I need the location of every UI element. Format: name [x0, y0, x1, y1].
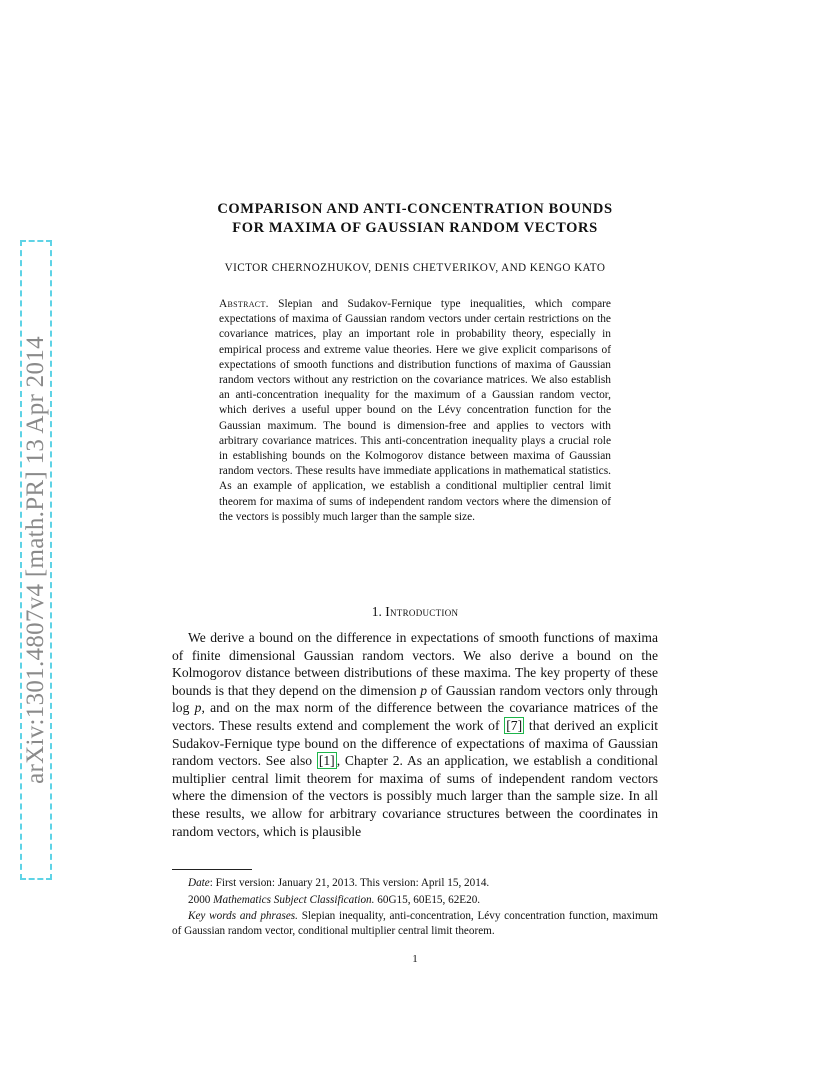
- abstract: [219, 297, 611, 525]
- footnote-rule: [172, 869, 252, 870]
- intro-text-4: that derived an explicit Sudakov-Fernique type bound on the difference of expectations of maxima of Gaussian random vectors. See also: [172, 717, 658, 769]
- intro-variable-p: p: [420, 682, 428, 698]
- intro-text-2: of Gaussian random vectors only through log: [172, 682, 658, 716]
- footnote-date-label: Date: [188, 877, 210, 889]
- arxiv-identifier-stamp: [20, 240, 52, 880]
- footnote-date-text: : First version: January 21, 2013. This version: April 15, 2014.: [209, 877, 490, 889]
- footnote-keywords: [172, 909, 658, 938]
- abstract-label: Abstract.: [219, 298, 269, 310]
- footnote-msc: [172, 893, 658, 908]
- arxiv-identifier-text: arXiv:1301.4807v4 [math.PR] 13 Apr 2014: [22, 336, 50, 784]
- footnote-date: [172, 876, 658, 891]
- author-list: VICTOR CHERNOZHUKOV, DENIS CHETVERIKOV, AND KENGO KATO: [224, 262, 606, 274]
- citation-link-1[interactable]: [1]: [318, 753, 335, 769]
- page-number: 1: [412, 953, 418, 965]
- footnotes: [172, 876, 658, 940]
- section-number: 1.: [371, 604, 382, 619]
- paper-title: [172, 200, 658, 238]
- footnote-msc-text: 60G15, 60E15, 62E20.: [374, 893, 481, 906]
- section-heading: [172, 604, 658, 620]
- abstract-text: Slepian and Sudakov-Fernique type inequalities, which compare expectations of maxima of Gaussian random vectors under certain restrictions on the covariance matrices, play an important role in probability theory, especially in empirical process and extreme value theories. Here we give explicit comparisons of expectations of smooth functions and distribution functions of maxima of Gaussian random vectors without any restriction on the covariance matrices. We also establish an anti-concentration inequality for the maximum of a Gaussian random vector, which derives a useful upper bound on the Lévy concentration function for the Gaussian maximum. The bound is dimension-free and applies to vectors with arbitrary covariance matrices. This anti-concentration inequality plays a crucial role in establishing bounds on the Kolmogorov distance between maxima of Gaussian random vectors. These results have immediate applications in mathematical statistics. As an example of application, we establish a conditional multiplier central limit theorem for maxima of sums of independent random vectors where the dimension of the vectors is possibly much larger than the sample size.: [219, 298, 611, 523]
- footnote-msc-year: 2000: [188, 893, 211, 906]
- section-title: Introduction: [385, 604, 459, 619]
- paper-title-line-1: COMPARISON AND ANTI-CONCENTRATION BOUNDS: [217, 201, 613, 217]
- citation-link-7[interactable]: [7]: [506, 717, 523, 733]
- intro-text-5: , Chapter 2. As an application, we establish a conditional multiplier central limit theorem for maxima of sums of independent random vectors where the dimension of the vectors is possibly much larger than the sample size. In all these results, we allow for arbitrary covariance structures between the coordinates in random vectors, which is plausible: [172, 753, 659, 839]
- introduction-paragraph: [172, 629, 658, 840]
- paper-title-line-2: FOR MAXIMA OF GAUSSIAN RANDOM VECTORS: [232, 220, 598, 236]
- intro-text-1: We derive a bound on the difference in expectations of smooth functions of maxima of finite dimensional Gaussian random vectors. We also derive a bound on the Kolmogorov distance between distributions of these maxima. The key property of these bounds is that they depend on the dimension: [172, 630, 658, 698]
- intro-variable-p-2: p: [194, 700, 202, 716]
- footnote-keywords-label: Key words and phrases.: [188, 910, 298, 923]
- intro-text-3: , and on the max norm of the difference between the covariance matrices of the vectors. These results extend and complement the work of: [172, 700, 658, 733]
- footnote-msc-label: Mathematics Subject Classification.: [213, 893, 375, 906]
- footnote-keywords-text: Slepian inequality, anti-concentration, Lévy concentration function, maximum of Gaussian random vector, conditional multiplier central limit theorem.: [172, 910, 658, 937]
